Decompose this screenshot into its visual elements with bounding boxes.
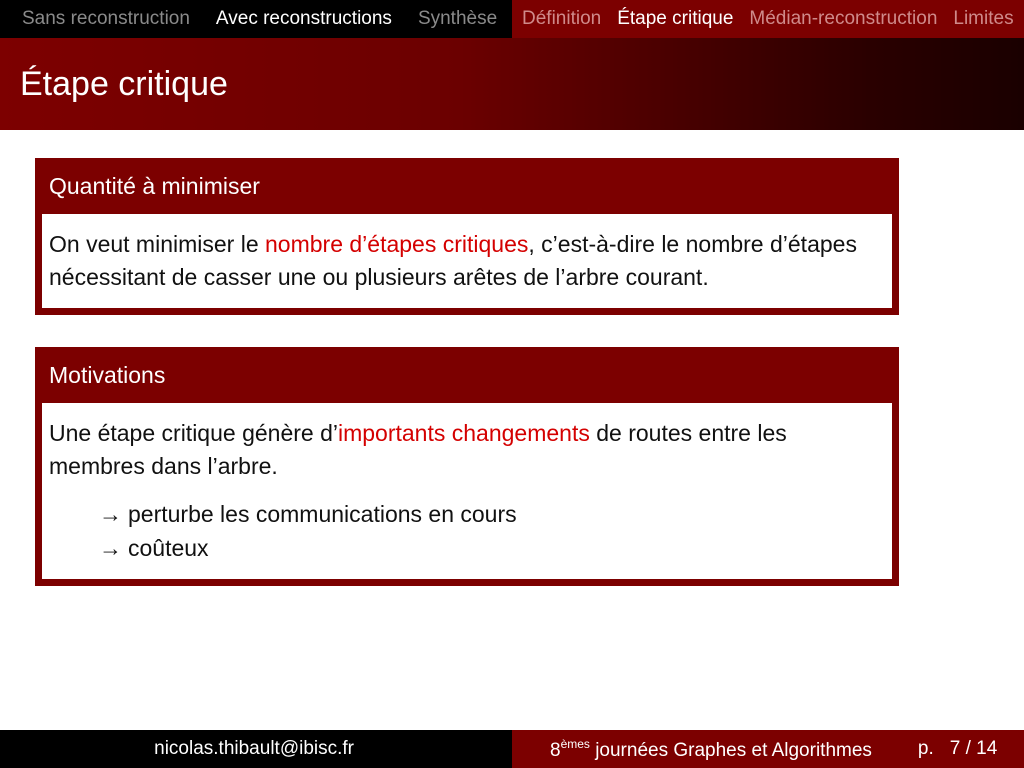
nav-section-synthese[interactable]: Synthèse: [417, 8, 498, 29]
block-title: Motivations: [49, 361, 166, 388]
body-text: de routes entre les membres dans l’arbre.: [49, 420, 787, 479]
consequence-item: [49, 531, 885, 565]
block-title: Quantité à minimiser: [49, 172, 260, 199]
consequence-item: [49, 497, 885, 531]
highlighted-text: importants changements: [337, 420, 590, 446]
right-arrow-icon: →: [99, 501, 122, 527]
right-arrow-icon: →: [99, 535, 122, 561]
body-text: Une étape critique génère d’: [49, 420, 338, 446]
footer-author: [0, 730, 512, 768]
conference-name: journées Graphes et Algorithmes: [589, 739, 872, 761]
nav-subsection-median-reconstruction[interactable]: Médian-reconstruction: [749, 8, 938, 29]
block-quantite: [35, 158, 899, 315]
page-label: p.: [917, 738, 934, 759]
page-number[interactable]: 7 / 14: [949, 738, 998, 759]
nav-section-sans-reconstruction[interactable]: Sans reconstruction: [22, 8, 190, 29]
nav-subsection-definition[interactable]: Définition: [522, 8, 602, 29]
author-email: nicolas.thibault@ibisc.fr: [154, 738, 354, 759]
body-text: , c’est-à-dire le nombre d’étapes nécessitant de casser une ou plusieurs arêtes de l’arbre courant.: [49, 231, 857, 290]
nav-section-avec-reconstructions[interactable]: Avec reconstructions: [215, 8, 392, 29]
slide-title: Étape critique: [20, 64, 228, 103]
highlighted-text: nombre d’étapes critiques: [265, 231, 529, 257]
block-body: [42, 214, 892, 308]
conference-number: 8: [550, 739, 561, 761]
footer-conference: [512, 730, 1024, 768]
consequence-text: perturbe les communications en cours: [128, 501, 517, 527]
footer: [0, 730, 1024, 768]
nav-subsection-etape-critique[interactable]: Étape critique: [617, 8, 734, 29]
conference-title: [550, 737, 872, 762]
block-body: [42, 403, 892, 579]
consequence-text: coûteux: [128, 535, 209, 561]
subsection-nav: [512, 0, 1024, 38]
paragraph: [49, 417, 885, 483]
body-text: On veut minimiser le: [49, 231, 266, 257]
block-motivations: [35, 347, 899, 586]
section-nav: [0, 0, 512, 38]
conference-ordinal: èmes: [560, 736, 590, 751]
nav-subsection-limites[interactable]: Limites: [953, 8, 1014, 29]
slide-title-bar: [0, 38, 1024, 130]
top-navigation: [0, 0, 1024, 38]
